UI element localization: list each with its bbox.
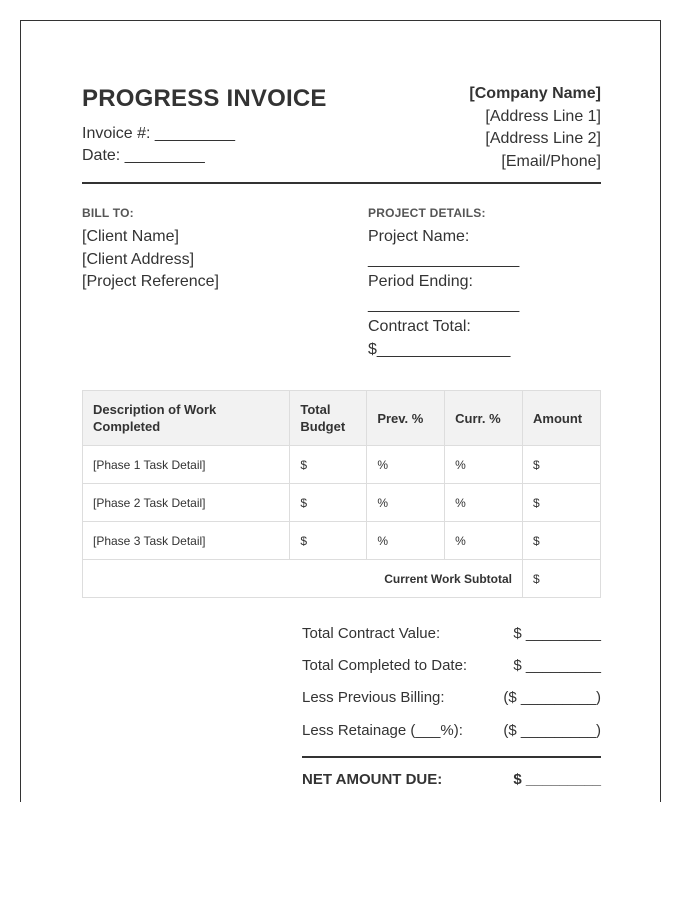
contract-total-blank[interactable]: $_______________ [368, 340, 511, 358]
summary-row-net-amount [302, 771, 601, 795]
total-contract-value-label: Total Contract Value: [302, 625, 441, 642]
total-completed-value[interactable]: $ _________ [513, 657, 601, 674]
cell-curr-percent[interactable]: % [445, 484, 523, 522]
company-address-line-1: [Address Line 1] [485, 107, 601, 125]
less-retainage-value[interactable]: ($ _________) [503, 722, 601, 739]
column-header-total-budget: Total Budget [290, 391, 367, 446]
contract-total-label: Contract Total: [368, 318, 471, 335]
invoice-header [82, 83, 601, 193]
client-address: [Client Address] [82, 250, 195, 268]
cell-prev-percent[interactable]: % [367, 484, 445, 522]
cell-prev-percent[interactable]: % [367, 446, 445, 484]
cell-description[interactable]: [Phase 1 Task Detail] [83, 446, 290, 484]
project-details-section [368, 206, 519, 361]
work-items-table [82, 390, 601, 598]
subtotal-row [83, 560, 601, 598]
project-name-label: Project Name: [368, 228, 470, 245]
column-header-curr-percent: Curr. % [445, 391, 523, 446]
less-previous-billing-label: Less Previous Billing: [302, 689, 445, 706]
cell-description[interactable]: [Phase 2 Task Detail] [83, 484, 290, 522]
summary-row-less-retainage [302, 722, 601, 746]
summary-row-total-completed [302, 657, 601, 681]
cell-amount[interactable]: $ [523, 484, 601, 522]
column-header-description: Description of Work Completed [83, 391, 290, 446]
table-row [83, 522, 601, 560]
summary-divider [302, 756, 601, 758]
table-header-row [83, 391, 601, 446]
project-name-blank[interactable]: _________________ [368, 250, 520, 268]
cell-curr-percent[interactable]: % [445, 522, 523, 560]
cell-total-budget[interactable]: $ [290, 446, 367, 484]
cell-total-budget[interactable]: $ [290, 484, 367, 522]
net-amount-due-label: NET AMOUNT DUE: [302, 771, 443, 788]
subtotal-label: Current Work Subtotal [83, 560, 523, 598]
period-ending-blank[interactable]: _________________ [368, 295, 520, 313]
cell-amount[interactable]: $ [523, 522, 601, 560]
cell-curr-percent[interactable]: % [445, 446, 523, 484]
cell-prev-percent[interactable]: % [367, 522, 445, 560]
column-header-prev-percent: Prev. % [367, 391, 445, 446]
company-block [469, 83, 601, 173]
less-retainage-label[interactable]: Less Retainage (___%): [302, 722, 463, 739]
total-contract-value[interactable]: $ _________ [513, 625, 601, 642]
bill-to-label: BILL TO: [82, 206, 134, 220]
company-address-line-2: [Address Line 2] [485, 130, 601, 147]
subtotal-value[interactable]: $ [523, 560, 601, 598]
net-amount-due-value[interactable]: $ _________ [513, 771, 601, 788]
less-previous-billing-value[interactable]: ($ _________) [503, 689, 601, 706]
summary-row-total-contract-value [302, 625, 601, 649]
cell-description[interactable]: [Phase 3 Task Detail] [83, 522, 290, 560]
period-ending-label: Period Ending: [368, 273, 473, 290]
project-reference: [Project Reference] [82, 273, 219, 290]
client-name: [Client Name] [82, 228, 179, 245]
total-completed-label: Total Completed to Date: [302, 657, 468, 674]
company-name: [Company Name] [469, 85, 601, 102]
column-header-amount: Amount [523, 391, 601, 446]
summary-row-less-previous [302, 689, 601, 713]
invoice-date: Date: _________ [82, 147, 205, 164]
bill-to-section [82, 206, 219, 294]
cell-total-budget[interactable]: $ [290, 522, 367, 560]
table-row [83, 446, 601, 484]
invoice-page [20, 20, 661, 802]
cell-amount[interactable]: $ [523, 446, 601, 484]
invoice-number: Invoice #: _________ [82, 125, 236, 142]
project-details-label: PROJECT DETAILS: [368, 206, 486, 220]
company-contact: [Email/Phone] [501, 152, 601, 170]
table-row [83, 484, 601, 522]
header-divider [82, 182, 601, 184]
invoice-title: PROGRESS INVOICE [82, 85, 327, 112]
